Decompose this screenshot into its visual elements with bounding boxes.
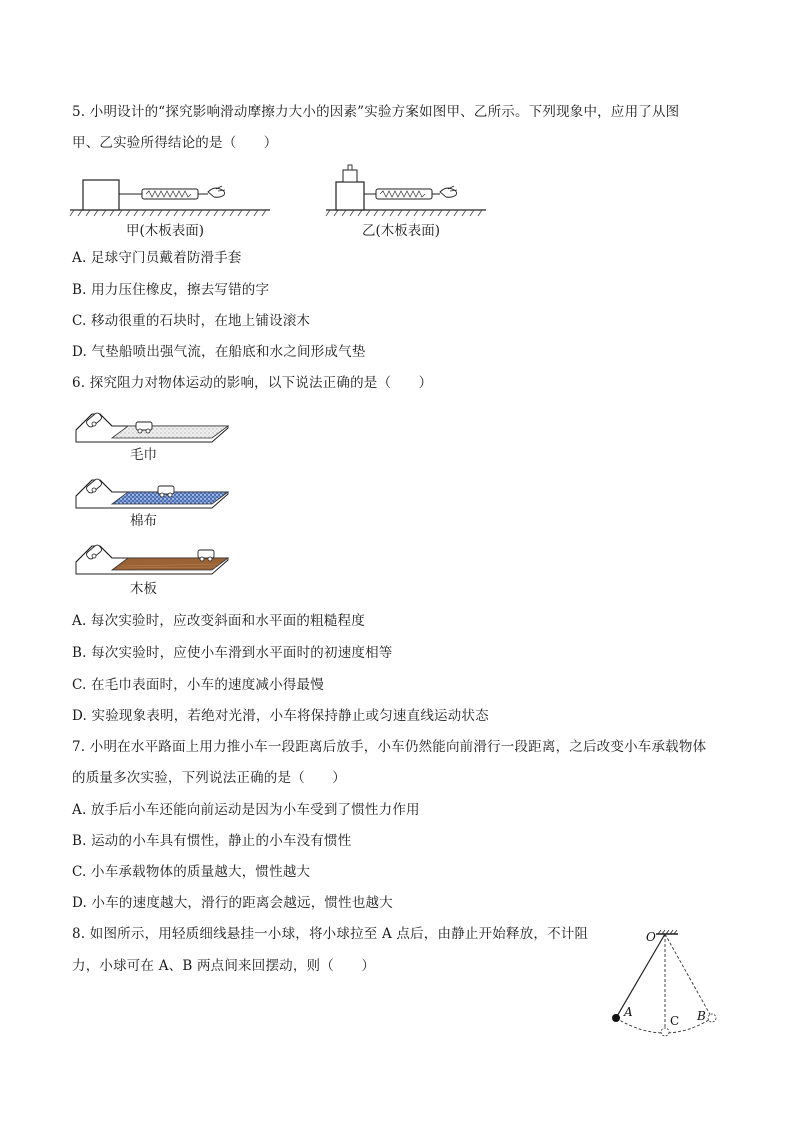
q8-pendulum-figure: [606, 924, 726, 1040]
q5-figure-yi: [326, 162, 486, 218]
q7-option-b: B. 运动的小车具有惯性，静止的小车没有惯性: [72, 833, 352, 849]
q8-label-c: C: [670, 1014, 680, 1028]
q5-option-a: A. 足球守门员戴着防滑手套: [72, 250, 242, 266]
q5-option-d: D. 气垫船喷出强气流，在船底和水之间形成气垫: [72, 344, 366, 360]
q8-label-a: A: [624, 1005, 633, 1019]
q7-option-c: C. 小车承载物体的质量越大，惯性越大: [72, 864, 311, 880]
q6-option-c: C. 在毛巾表面时，小车的速度减小得最慢: [72, 677, 324, 693]
q5-option-c: C. 移动很重的石块时，在地上铺设滚木: [72, 313, 311, 329]
q6-caption-towel: 毛巾: [130, 447, 157, 463]
q6-option-a: A. 每次实验时，应改变斜面和水平面的粗糙程度: [72, 613, 365, 629]
q5-stem-line2: 甲、乙实验所得结论的是（ ）: [72, 135, 278, 151]
q7-stem-line2: 的质量多次实验，下列说法正确的是（ ）: [72, 770, 346, 786]
q8-stem-line2: 力，小球可在 A、B 两点间来回摆动，则（ ）: [72, 958, 376, 974]
q7-option-a: A. 放手后小车还能向前运动是因为小车受到了惯性力作用: [72, 802, 420, 818]
q7-option-d: D. 小车的速度越大，滑行的距离会越远，惯性也越大: [72, 895, 393, 911]
q8-label-o: O: [646, 930, 656, 944]
q5-stem-line1: 5. 小明设计的“探究影响滑动摩擦力大小的因素”实验方案如图甲、乙所示。下列现象中，应用了从图: [72, 104, 680, 120]
q8-label-b: B: [697, 1009, 706, 1023]
q5-figure-yi-caption: 乙(木板表面): [362, 223, 441, 239]
q6-option-d: D. 实验现象表明，若绝对光滑，小车将保持静止或匀速直线运动状态: [72, 708, 489, 724]
q6-figure-wood: [72, 540, 232, 576]
q6-figure-towel: [72, 408, 232, 444]
q6-caption-wood: 木板: [130, 581, 157, 597]
q6-option-b: B. 每次实验时，应使小车滑到水平面时的初速度相等: [72, 645, 393, 661]
q6-caption-cotton: 棉布: [130, 513, 157, 529]
q7-stem-line1: 7. 小明在水平路面上用力推小车一段距离后放手，小车仍然能向前滑行一段距离，之后改变小车承载物体: [72, 739, 707, 755]
q8-stem-line1: 8. 如图所示，用轻质细线悬挂一小球，将小球拉至 A 点后，由静止开始释放，不计阻: [72, 926, 589, 942]
q5-figure-jia-caption: 甲(木板表面): [126, 223, 205, 239]
q6-figure-cotton: [72, 474, 232, 510]
q5-figure-jia: [70, 172, 270, 218]
q5-option-b: B. 用力压住橡皮，擦去写错的字: [72, 282, 270, 298]
q6-stem: 6. 探究阻力对物体运动的影响，以下说法正确的是（ ）: [72, 375, 433, 391]
